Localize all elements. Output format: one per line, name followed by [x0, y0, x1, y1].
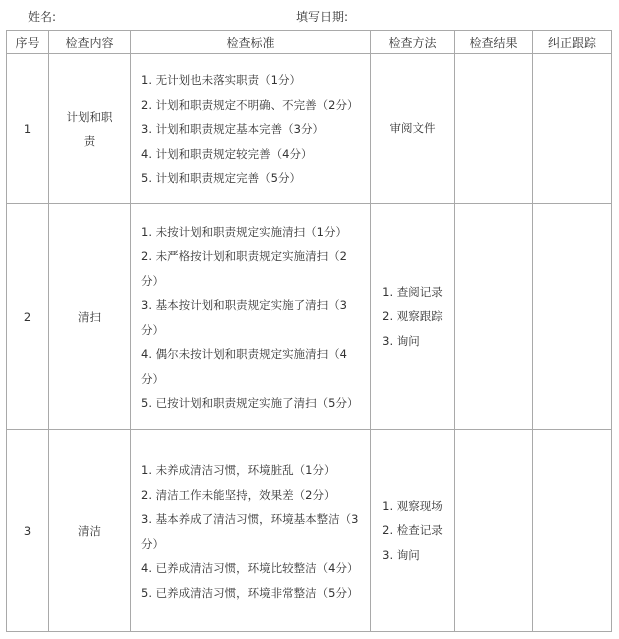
method: 1. 观察现场	[382, 498, 443, 513]
method: 1. 查阅记录	[382, 284, 443, 299]
tracking-cell[interactable]	[533, 430, 612, 632]
table-header-row	[7, 31, 612, 54]
method: 2. 观察跟踪	[382, 309, 443, 324]
method: 3. 询问	[382, 333, 420, 348]
row-methods	[382, 494, 443, 568]
method: 3. 询问	[382, 547, 420, 562]
tracking-cell[interactable]	[533, 204, 612, 430]
row-criteria	[131, 430, 371, 632]
row-methods	[390, 116, 436, 141]
row-index: 1	[7, 54, 49, 204]
criterion: 4. 计划和职责规定较完善（4分）	[141, 146, 313, 161]
name-label: 姓名:	[28, 10, 57, 24]
criterion: 5. 已按计划和职责规定实施了清扫（5分）	[141, 396, 359, 410]
row-index: 2	[7, 204, 49, 430]
row-criteria	[131, 54, 371, 204]
criterion: 2. 未严格按计划和职责规定实施清扫（2分）	[141, 249, 347, 288]
table-row	[7, 204, 612, 430]
criterion: 1. 未按计划和职责规定实施清扫（1分）	[141, 224, 347, 239]
inspection-table	[6, 30, 612, 632]
column-header-method: 检查方法	[371, 31, 455, 54]
method: 2. 检查记录	[382, 523, 443, 538]
column-header-standard: 检查标准	[131, 31, 371, 54]
row-item: 清扫	[78, 309, 101, 324]
row-index: 3	[7, 430, 49, 632]
criterion: 2. 计划和职责规定不明确、不完善（2分）	[141, 97, 359, 112]
result-cell[interactable]	[455, 430, 533, 632]
criterion: 4. 已养成清洁习惯，环境比较整洁（4分）	[141, 561, 359, 575]
column-header-index: 序号	[7, 31, 49, 54]
row-criteria	[131, 204, 371, 430]
method: 审阅文件	[389, 121, 436, 136]
criterion: 5. 已养成清洁习惯，环境非常整洁（5分）	[141, 585, 359, 600]
criterion: 3. 基本按计划和职责规定实施了清扫（3分）	[141, 298, 347, 337]
criterion: 1. 未养成清洁习惯，环境脏乱（1分）	[141, 463, 336, 477]
tracking-cell[interactable]	[533, 54, 612, 204]
criterion: 2. 清洁工作未能坚持，效果差（2分）	[141, 487, 336, 502]
column-header-item: 检查内容	[49, 31, 131, 54]
result-cell[interactable]	[455, 204, 533, 430]
row-item: 计划和职责	[66, 109, 113, 148]
criterion: 1. 无计划也未落实职责（1分）	[141, 73, 301, 88]
criterion: 4. 偶尔未按计划和职责规定实施清扫（4分）	[141, 347, 347, 386]
criterion: 3. 基本养成了清洁习惯，环境基本整洁（3分）	[141, 512, 359, 551]
column-header-result: 检查结果	[455, 31, 533, 54]
table-row	[7, 430, 612, 632]
row-methods	[382, 280, 443, 354]
criterion: 5. 计划和职责规定完善（5分）	[141, 171, 301, 186]
criterion: 3. 计划和职责规定基本完善（3分）	[141, 122, 324, 137]
table-row	[7, 54, 612, 204]
row-item: 清洁	[78, 523, 101, 538]
fill-date-label: 填写日期:	[296, 10, 349, 24]
column-header-tracking: 纠正跟踪	[533, 31, 612, 54]
result-cell[interactable]	[455, 54, 533, 204]
